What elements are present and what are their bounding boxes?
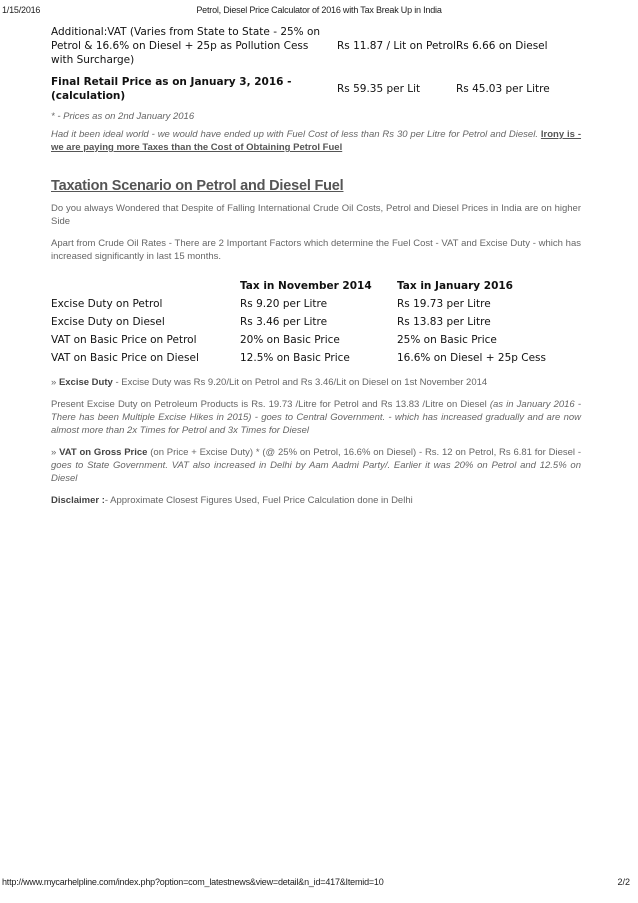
irony-link[interactable]: Irony is - we are paying more Taxes than the Cost of Obtaining Petrol Fuel bbox=[51, 129, 582, 153]
column-header bbox=[51, 277, 240, 295]
print-date: 1/15/2016 bbox=[2, 5, 41, 15]
present-excise-paragraph bbox=[51, 398, 581, 437]
page-number: 2/2 bbox=[617, 877, 630, 887]
final-diesel-cell: Rs 45.03 per Litre bbox=[456, 83, 550, 95]
table-row bbox=[51, 349, 581, 367]
tax-item-cell: VAT on Basic Price on Petrol bbox=[51, 334, 197, 346]
final-petrol-cell: Rs 59.35 per Lit bbox=[337, 83, 421, 95]
bullet-marker: » bbox=[51, 377, 57, 388]
table-row bbox=[51, 20, 581, 72]
bullet-marker: » bbox=[51, 447, 57, 458]
tax-item-cell: VAT on Basic Price on Diesel bbox=[51, 352, 199, 364]
final-price-label-cell: Final Retail Price as on January 3, 2016 - (calculation) bbox=[51, 76, 292, 102]
tax-nov2014-cell: 20% on Basic Price bbox=[240, 334, 340, 346]
prices-date-note: * - Prices as on 2nd January 2016 bbox=[51, 111, 195, 122]
tax-item-cell: Excise Duty on Diesel bbox=[51, 316, 165, 328]
column-header: Tax in November 2014 bbox=[240, 280, 372, 292]
table-row bbox=[51, 72, 581, 106]
vat-diesel-cell: Rs 6.66 on Diesel bbox=[456, 40, 548, 52]
disclaimer bbox=[51, 494, 581, 507]
excise-duty-bullet bbox=[51, 376, 581, 389]
factors-paragraph: Apart from Crude Oil Rates - There are 2 Important Factors which determine the Fuel Cost - VAT and Excise Duty - which has increased significantly in last 15 months. bbox=[51, 238, 581, 262]
present-excise-italic: (as in January 2016 -There has been Multiple Excise Hikes in 2015) - goes to Central Government. - which has increased gradually and are now almost more than 2x Times for Petrol and 3x Times for Diesel bbox=[51, 399, 581, 436]
excise-duty-text: - Excise Duty was Rs 9.20/Lit on Petrol and Rs 3.46/Lit on Diesel on 1st November 2014 bbox=[112, 377, 488, 388]
intro-paragraph: Do you always Wondered that Despite of Falling International Crude Oil Costs, Petrol and Diesel Prices in India are on higher Side bbox=[51, 203, 581, 227]
tax-comparison-table bbox=[51, 277, 581, 367]
column-header: Tax in January 2016 bbox=[397, 280, 513, 292]
tax-nov2014-cell: Rs 3.46 per Litre bbox=[240, 316, 328, 328]
vat-label: VAT on Gross Price bbox=[59, 447, 148, 458]
table-row bbox=[51, 313, 581, 331]
tax-item-cell: Excise Duty on Petrol bbox=[51, 298, 163, 310]
ideal-world-text: Had it been ideal world - we would have ended up with Fuel Cost of less than Rs 30 per Litre for Petrol and Diesel. bbox=[51, 129, 538, 140]
vat-text: (on Price + Excise Duty) * (@ 25% on Petrol, 16.6% on Diesel) - Rs. 12 on Petrol, Rs 6.81 for Diesel - bbox=[147, 447, 582, 458]
vat-italic: goes to State Government. VAT also increased in Delhi by Aam Aadmi Party/. Earlier it was 20% on Petrol and 12.5% on Diesel bbox=[51, 460, 581, 484]
section-heading: Taxation Scenario on Petrol and Diesel Fuel bbox=[51, 178, 344, 194]
tax-jan2016-cell: 25% on Basic Price bbox=[397, 334, 497, 346]
print-page-title: Petrol, Diesel Price Calculator of 2016 with Tax Break Up in India bbox=[196, 5, 442, 15]
tax-nov2014-cell: 12.5% on Basic Price bbox=[240, 352, 350, 364]
disclaimer-label: Disclaimer : bbox=[51, 495, 105, 506]
vat-label-cell: Additional:VAT (Varies from State to State - 25% on Petrol & 16.6% on Diesel + 25p as Pollution Cess with Surcharge) bbox=[51, 26, 321, 66]
tax-jan2016-cell: Rs 13.83 per Litre bbox=[397, 316, 491, 328]
ideal-world-paragraph bbox=[51, 128, 581, 154]
article-content bbox=[51, 20, 581, 507]
tax-jan2016-cell: 16.6% on Diesel + 25p Cess bbox=[397, 352, 546, 364]
disclaimer-text: - Approximate Closest Figures Used, Fuel Price Calculation done in Delhi bbox=[104, 495, 413, 506]
table-row bbox=[51, 331, 581, 349]
table-row bbox=[51, 295, 581, 313]
vat-bullet bbox=[51, 446, 581, 485]
tax-nov2014-cell: Rs 9.20 per Litre bbox=[240, 298, 328, 310]
table-header-row bbox=[51, 277, 581, 295]
tax-jan2016-cell: Rs 19.73 per Litre bbox=[397, 298, 491, 310]
vat-petrol-cell: Rs 11.87 / Lit on Petrol bbox=[337, 40, 456, 52]
price-breakup-table bbox=[51, 20, 581, 106]
excise-duty-label: Excise Duty bbox=[58, 377, 113, 388]
present-excise-text: Present Excise Duty on Petroleum Products is Rs. 19.73 /Litre for Petrol and Rs 13.83 /Litre on Diesel bbox=[51, 399, 490, 410]
print-url: http://www.mycarhelpline.com/index.php?option=com_latestnews&view=detail&n_id=417&Itemid=10 bbox=[2, 877, 384, 887]
